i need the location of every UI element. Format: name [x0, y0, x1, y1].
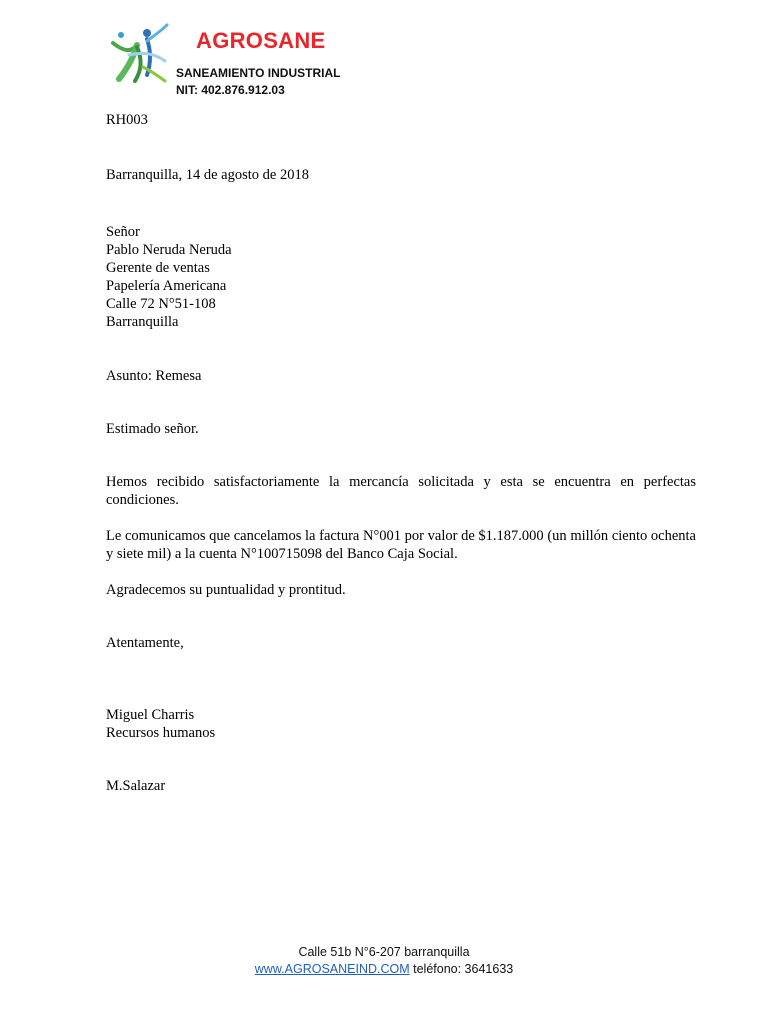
recipient-name: Pablo Neruda Neruda — [106, 242, 232, 258]
recipient-city: Barranquilla — [106, 314, 179, 330]
company-nit: NIT: 402.876.912.03 — [176, 83, 285, 97]
company-subtitle: SANEAMIENTO INDUSTRIAL — [176, 66, 341, 80]
footer-address: Calle 51b N°6-207 barranquilla — [298, 945, 470, 959]
company-details — [176, 65, 340, 99]
body-paragraph-1: Hemos recibido satisfactoriamente la mercancía solicitada y esta se encuentra en perfectas condiciones. — [106, 474, 696, 508]
recipient-block — [106, 223, 696, 331]
recipient-title: Señor — [106, 224, 140, 240]
greeting: Estimado señor. — [106, 421, 199, 437]
body-paragraph-3: Agradecemos su puntualidad y prontitud. — [106, 582, 346, 598]
signer-department: Recursos humanos — [106, 725, 216, 741]
recipient-position: Gerente de ventas — [106, 260, 210, 276]
signer-name: Miguel Charris — [106, 707, 195, 723]
reference-code: RH003 — [106, 112, 148, 128]
typist-initials: M.Salazar — [106, 778, 166, 794]
body-paragraph-2: Le comunicamos que cancelamos la factura N°001 por valor de $1.187.000 (un millón ciento ochenta y siete mil) a la cuenta N°100715098 del Banco Caja Social. — [106, 528, 696, 562]
signature-block — [106, 706, 696, 742]
subject-line: Asunto: Remesa — [106, 368, 202, 384]
footer-phone: teléfono: 3641633 — [409, 962, 514, 976]
recipient-company: Papelería Americana — [106, 278, 227, 294]
agrosane-logo-icon — [107, 21, 171, 85]
website-link[interactable]: www.AGROSANEIND.COM — [254, 962, 410, 976]
company-name: AGROSANE — [196, 28, 326, 53]
footer-contact — [0, 961, 768, 978]
letter-footer — [0, 944, 768, 978]
recipient-address: Calle 72 N°51-108 — [106, 296, 216, 312]
date-line: Barranquilla, 14 de agosto de 2018 — [106, 167, 309, 183]
closing: Atentamente, — [106, 635, 184, 651]
